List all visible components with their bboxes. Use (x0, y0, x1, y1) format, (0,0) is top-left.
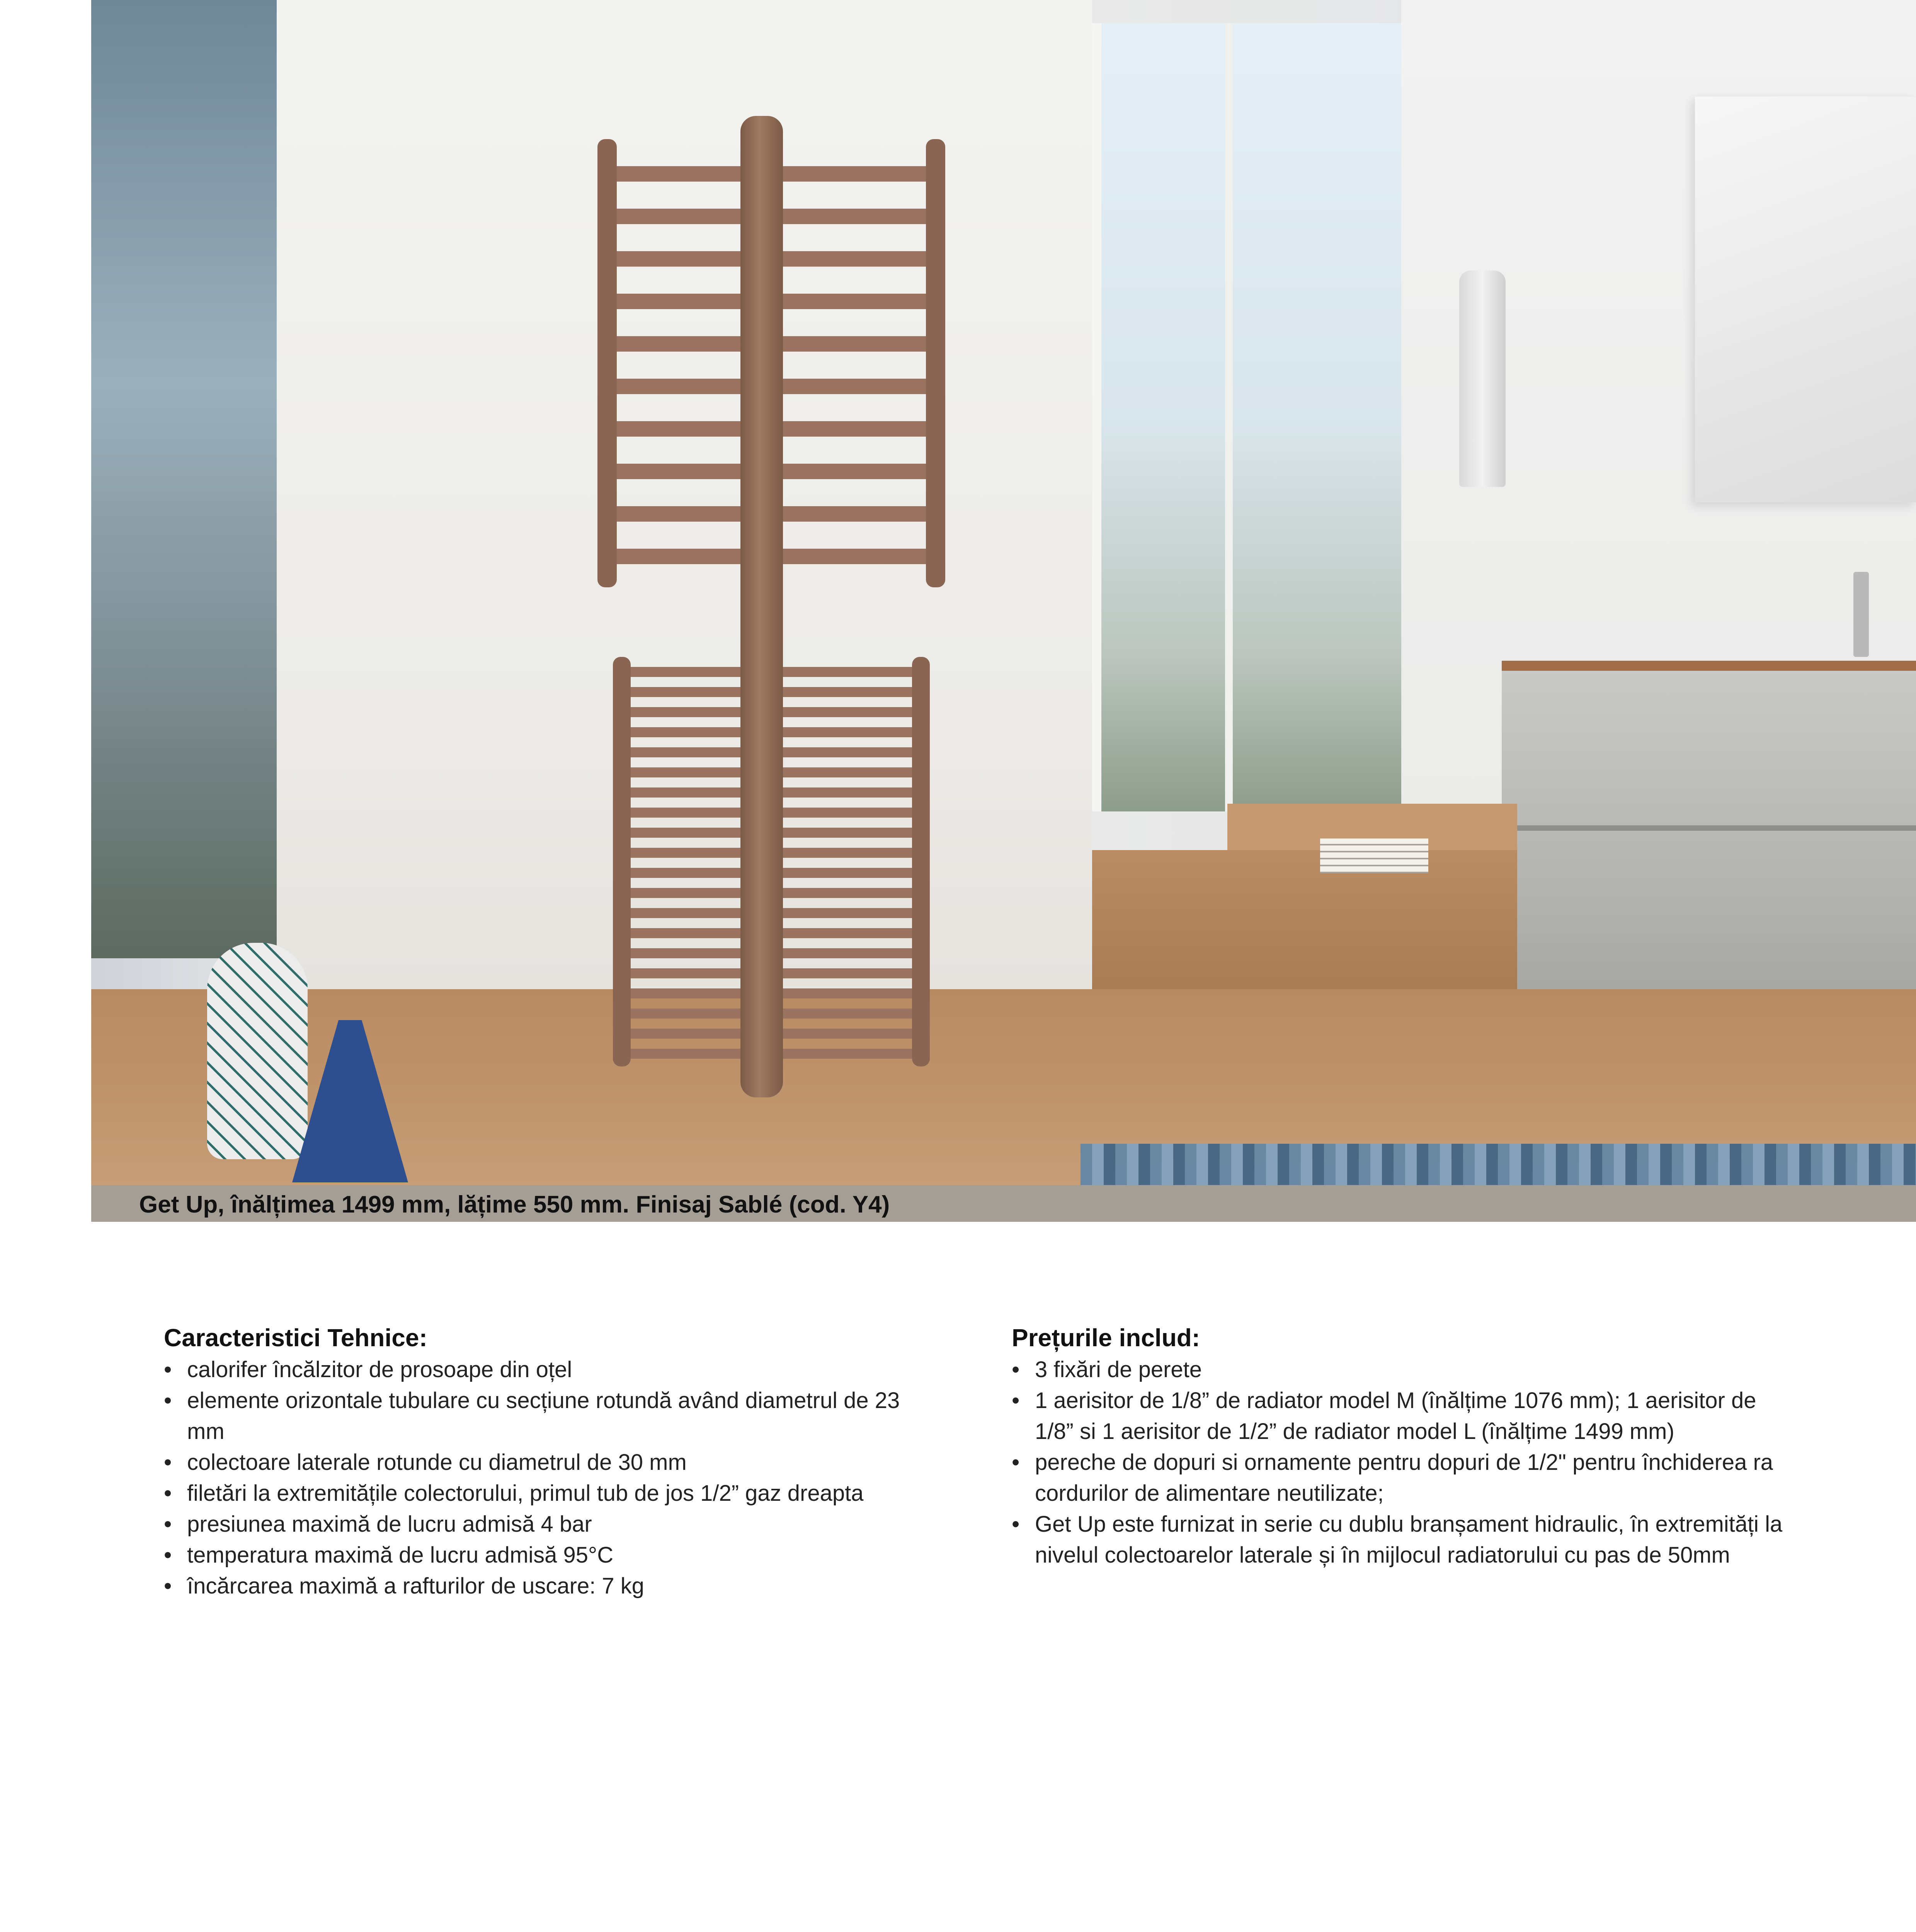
tech-item: • încărcarea maximă a rafturilor de uscare: 7 kg (164, 1571, 929, 1602)
tech-list (164, 1354, 929, 1602)
photo-caption: Get Up, înălțimea 1499 mm, lățime 550 mm. Finisaj Sablé (cod. Y4) (139, 1191, 890, 1218)
blue-rug (1081, 1144, 1916, 1185)
tech-item: • colectoare laterale rotunde cu diametrul de 30 mm (164, 1447, 929, 1478)
tech-item: • elemente orizontale tubulare cu secțiune rotundă având diametrul de 23 mm (164, 1385, 929, 1447)
prices-item: • Get Up este furnizat in serie cu dublu branșament hidraulic, în extremități la nivelul colectoarelor laterale și în mijlocul radiatorului cu pas de 50mm (1012, 1509, 1800, 1571)
prices-item: • 1 aerisitor de 1/8” de radiator model M (înălțime 1076 mm); 1 aerisitor de 1/8” si 1 aerisitor de 1/2” de radiator model L (înălțime 1499 mm) (1012, 1385, 1800, 1447)
mirror (1695, 97, 1916, 502)
prices-list (1012, 1354, 1800, 1571)
radiator-lower-side-right (912, 657, 930, 1066)
wooden-steps (1092, 850, 1517, 1005)
hanging-towel (1459, 270, 1506, 487)
hero-photo (91, 0, 1916, 1185)
faucet (1853, 572, 1869, 657)
books-stack (1320, 838, 1428, 873)
radiator-side-left (597, 139, 617, 587)
bathroom-vanity (1502, 661, 1916, 995)
tech-item: • filetări la extremitățile colectorului, primul tub de jos 1/2” gaz dreapta (164, 1478, 929, 1509)
tech-title: Caracteristici Tehnice: (164, 1324, 427, 1352)
radiator-side-right (926, 139, 945, 587)
left-window (91, 0, 277, 958)
striped-vase (207, 943, 308, 1159)
get-up-radiator (597, 116, 945, 1097)
tech-item: • calorifer încălzitor de prosoape din oțel (164, 1354, 929, 1385)
center-window (1092, 23, 1411, 811)
radiator-lower-side-left (613, 657, 631, 1066)
tech-item: • temperatura maximă de lucru admisă 95°C (164, 1540, 929, 1571)
prices-item: • 3 fixări de perete (1012, 1354, 1800, 1385)
prices-title: Prețurile includ: (1012, 1324, 1200, 1352)
radiator-central-pole (740, 116, 783, 1097)
prices-item: • pereche de dopuri si ornamente pentru dopuri de 1/2" pentru închiderea ra cordurilor de alimentare neutilizate; (1012, 1447, 1800, 1509)
tech-item: • presiunea maximă de lucru admisă 4 bar (164, 1509, 929, 1540)
